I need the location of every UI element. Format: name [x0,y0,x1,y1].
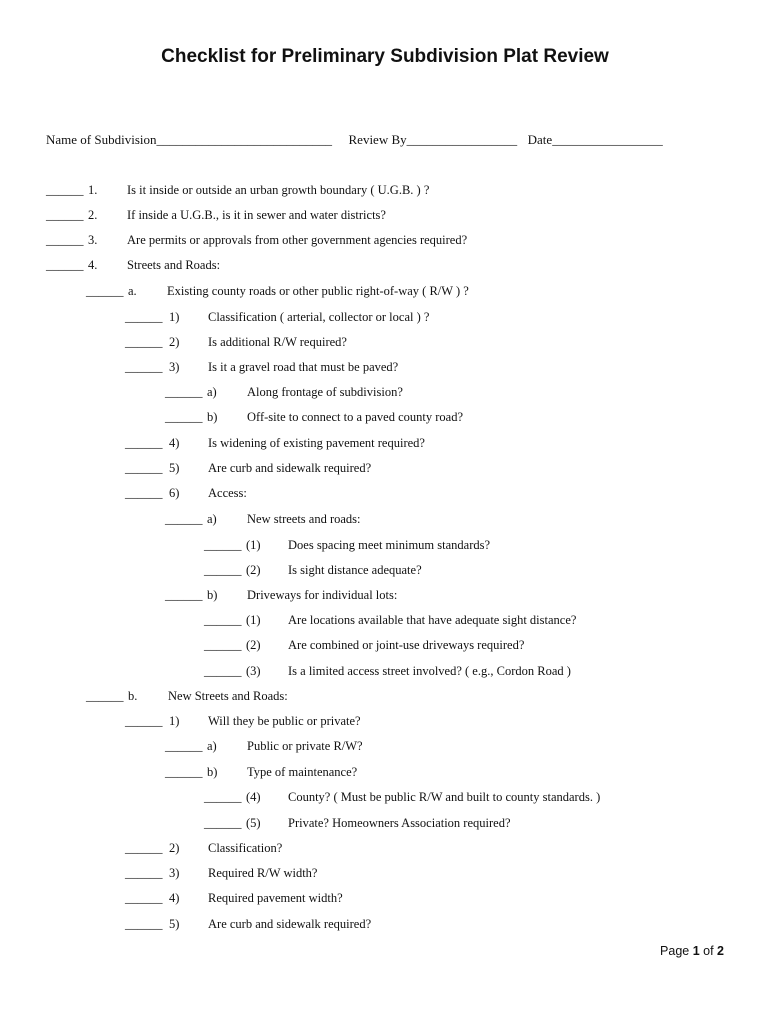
check-blank[interactable]: ______ [125,335,163,349]
item-number: 5) [169,917,180,931]
item-text: Are locations available that have adequate sight distance? [288,613,577,627]
check-blank[interactable]: ______ [204,538,242,552]
item-number: (4) [246,790,261,804]
item-text: New streets and roads: [247,512,361,526]
item-number: 2) [169,335,180,349]
item-text: Access: [208,486,247,500]
item-text: Public or private R/W? [247,739,363,753]
item-text: Off-site to connect to a paved county road? [247,410,464,424]
item-text: Is widening of existing pavement required? [208,436,425,450]
item-number: a) [207,512,217,526]
item-number: (2) [246,563,261,577]
check-blank[interactable]: ______ [125,891,163,905]
check-blank[interactable]: ______ [125,866,163,880]
item-number: 3) [169,360,180,374]
item-number: 6) [169,486,180,500]
check-blank[interactable]: ______ [46,208,84,222]
item-number: (5) [246,816,261,830]
check-blank[interactable]: ______ [125,310,163,324]
item-number: b. [128,689,138,703]
check-blank[interactable]: ______ [46,233,84,247]
item-text: Are curb and sidewalk required? [208,461,372,475]
page-title: Checklist for Preliminary Subdivision Plat Review [161,46,609,67]
date-field[interactable]: _________________ [552,132,663,147]
check-blank[interactable]: ______ [125,841,163,855]
item-text: Are curb and sidewalk required? [208,917,372,931]
check-blank[interactable]: ______ [86,689,124,703]
check-blank[interactable]: ______ [165,410,203,424]
item-text: Driveways for individual lots: [247,588,398,602]
check-blank[interactable]: ______ [86,284,124,298]
item-number: 3) [169,866,180,880]
item-number: 1) [169,310,180,324]
item-text: Existing county roads or other public right-of-way ( R/W ) ? [167,284,469,298]
check-blank[interactable]: ______ [165,588,203,602]
item-text: Is it inside or outside an urban growth boundary ( U.G.B. ) ? [127,183,430,197]
check-blank[interactable]: ______ [125,360,163,374]
item-text: Required R/W width? [208,866,318,880]
item-text: Is a limited access street involved? ( e.g., Cordon Road ) [288,664,571,678]
item-number: 5) [169,461,180,475]
check-blank[interactable]: ______ [204,638,242,652]
check-blank[interactable]: ______ [125,486,163,500]
item-text: Classification ( arterial, collector or local ) ? [208,310,430,324]
current-page: 1 [692,944,700,958]
item-number: a) [207,385,217,399]
item-text: Classification? [208,841,283,855]
item-text: Does spacing meet minimum standards? [288,538,491,552]
item-number: (3) [246,664,261,678]
subdivision-name-field[interactable]: ___________________________ [156,132,332,147]
item-number: (2) [246,638,261,652]
item-text: Streets and Roads: [127,258,221,272]
check-blank[interactable]: ______ [165,385,203,399]
item-number: 2. [88,208,98,222]
check-blank[interactable]: ______ [204,563,242,577]
item-number: 1) [169,714,180,728]
item-text: If inside a U.G.B., is it in sewer and water districts? [127,208,386,222]
item-text: Along frontage of subdivision? [247,385,403,399]
check-blank[interactable]: ______ [204,816,242,830]
item-text: Is additional R/W required? [208,335,347,349]
check-blank[interactable]: ______ [204,664,242,678]
check-blank[interactable]: ______ [165,512,203,526]
check-blank[interactable]: ______ [204,790,242,804]
item-text: Will they be public or private? [208,714,361,728]
check-blank[interactable]: ______ [165,739,203,753]
page-prefix: Page [660,944,693,958]
item-text: Are permits or approvals from other government agencies required? [127,233,468,247]
item-number: 4) [169,436,180,450]
check-blank[interactable]: ______ [46,183,84,197]
review-by-field[interactable]: _________________ [406,132,518,147]
item-number: b) [207,588,218,602]
item-text: Is it a gravel road that must be paved? [208,360,399,374]
item-number: b) [207,410,218,424]
item-number: 2) [169,841,180,855]
item-number: 3. [88,233,98,247]
item-text: Type of maintenance? [247,765,358,779]
page-of: of [699,944,718,958]
check-blank[interactable]: ______ [46,258,84,272]
item-number: (1) [246,538,261,552]
item-number: a) [207,739,217,753]
review-header [46,132,663,148]
review-by-label: Review By [348,132,407,147]
check-blank[interactable]: ______ [125,461,163,475]
item-number: 1. [88,183,98,197]
item-number: b) [207,765,218,779]
item-number: a. [128,284,137,298]
check-blank[interactable]: ______ [165,765,203,779]
check-blank[interactable]: ______ [204,613,242,627]
page-number [660,944,724,958]
item-text: Required pavement width? [208,891,343,905]
item-number: (1) [246,613,261,627]
item-number: 4) [169,891,180,905]
check-blank[interactable]: ______ [125,714,163,728]
item-text: County? ( Must be public R/W and built to county standards. ) [288,790,601,804]
item-text: Is sight distance adequate? [288,563,422,577]
item-text: Private? Homeowners Association required? [288,816,511,830]
total-pages: 2 [717,944,724,958]
check-blank[interactable]: ______ [125,436,163,450]
subdivision-name-label: Name of Subdivision [46,132,157,147]
item-text: New Streets and Roads: [168,689,288,703]
item-number: 4. [88,258,98,272]
check-blank[interactable]: ______ [125,917,163,931]
date-label: Date [527,132,553,147]
item-text: Are combined or joint-use driveways required? [288,638,525,652]
